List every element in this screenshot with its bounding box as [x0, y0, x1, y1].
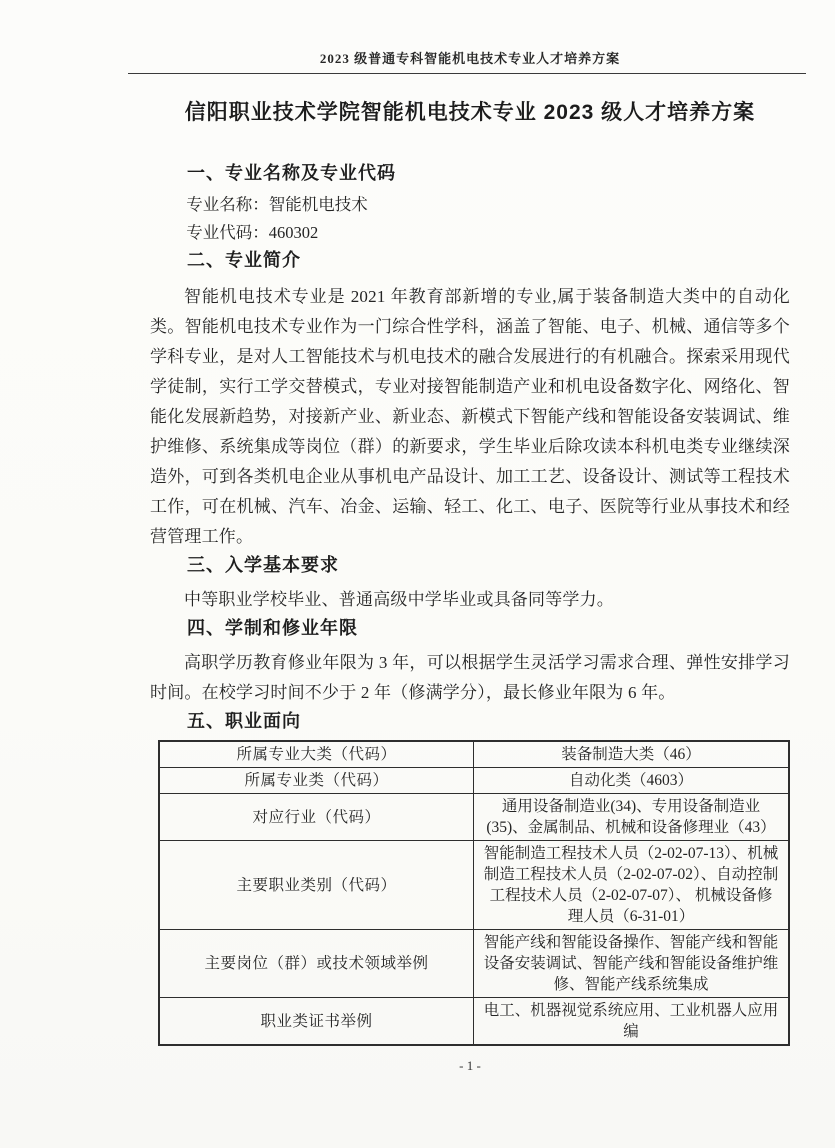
admission-requirements-paragraph: 中等职业学校毕业、普通高级中学毕业或具备同等学力。	[184, 590, 614, 609]
section-heading-major-name-code: 一、专业名称及专业代码	[187, 163, 396, 183]
major-name-line: 专业名称：智能机电技术	[186, 195, 368, 214]
table-row-major-big-category	[159, 741, 789, 768]
table-row-industries	[159, 794, 789, 841]
page-number: - 1 -	[459, 1058, 481, 1073]
major-intro-paragraph: 智能机电技术专业是 2021 年教育部新增的专业,属于装备制造大类中的自动化类。智能机电技术专业作为一门综合性学科，涵盖了智能、电子、机械、通信等多个学科专业，是对人工智能技术与机电技术的融合发展进行的有机融合。探索采用现代学徒制，实行工学交替模式，专业对接智能制造产业和机电设备数字化、网络化、智能化发展新趋势，对接新产业、新业态、新模式下智能产线和智能设备安装调试、维护维修、系统集成等岗位（群）的新要求，学生毕业后除攻读本科机电类专业继续深造外，可到各类机电企业从事机电产品设计、加工工艺、设备设计、测试等工程技术工作，可在机械、汽车、冶金、运输、轻工、化工、电子、医院等行业从事技术和经营管理工作。	[150, 287, 790, 546]
section-heading-admission-requirements: 三、入学基本要求	[187, 555, 339, 575]
career-orientation-table	[158, 740, 790, 1046]
row-label: 职业类证书举例	[159, 998, 474, 1046]
row-value: 电工、机器视觉系统应用、工业机器人应用编	[474, 998, 790, 1046]
study-duration-paragraph: 高职学历教育修业年限为 3 年，可以根据学生灵活学习需求合理、弹性安排学习时间。在校学习时间不少于 2 年（修满学分），最长修业年限为 6 年。	[150, 653, 790, 702]
table-row-major-category	[159, 768, 789, 794]
row-value: 通用设备制造业(34)、专用设备制造业(35)、金属制品、机械和设备修理业（43）	[474, 794, 790, 841]
row-label: 所属专业类（代码）	[159, 768, 474, 794]
row-label: 主要岗位（群）或技术领域举例	[159, 930, 474, 998]
table-row-occupation-categories	[159, 841, 789, 930]
row-value: 自动化类（4603）	[474, 768, 790, 794]
section-heading-study-duration: 四、学制和修业年限	[187, 618, 358, 638]
major-code-line: 专业代码：460302	[186, 223, 319, 242]
row-label: 对应行业（代码）	[159, 794, 474, 841]
table-row-certificates	[159, 998, 789, 1046]
document-title: 信阳职业技术学院智能机电技术专业 2023 级人才培养方案	[184, 101, 756, 124]
section-heading-career-orientation: 五、职业面向	[187, 711, 301, 731]
section-heading-major-intro: 二、专业简介	[187, 250, 301, 270]
row-label: 所属专业大类（代码）	[159, 741, 474, 768]
table-row-main-posts	[159, 930, 789, 998]
row-value: 智能产线和智能设备操作、智能产线和智能设备安装调试、智能产线和智能设备维护维修、智能产线系统集成	[474, 930, 790, 998]
row-value: 装备制造大类（46）	[474, 741, 790, 768]
row-label: 主要职业类别（代码）	[159, 841, 474, 930]
running-header: 2023 级普通专科智能机电技术专业人才培养方案	[319, 51, 621, 66]
row-value: 智能制造工程技术人员（2-02-07-13）、机械制造工程技术人员（2-02-07-02）、自动控制工程技术人员（2-02-07-07）、 机械设备修理人员（6-31-01）	[474, 841, 790, 930]
